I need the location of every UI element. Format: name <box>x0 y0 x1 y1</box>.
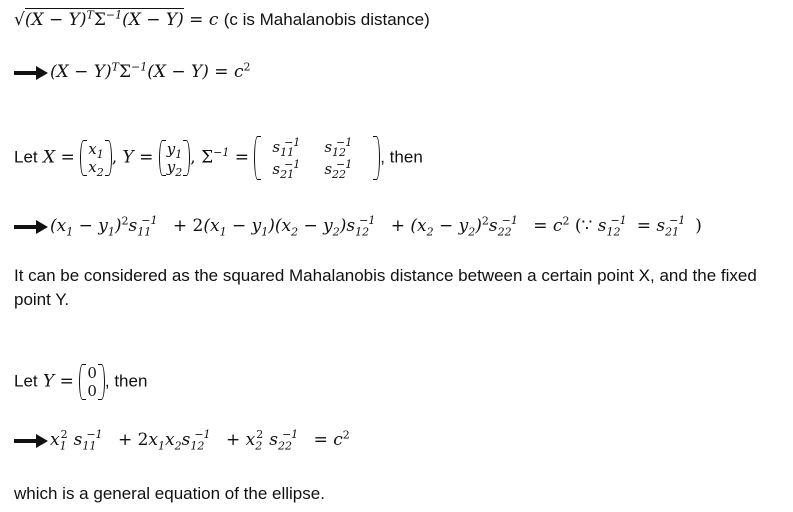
right-arrow-icon <box>14 219 48 235</box>
then-label-2: , then <box>104 371 148 391</box>
inverse-covariance-matrix: $s_{11}^{-1}$ $s_{12}^{-1}$ $s_{21}^{-1}$ $s_{22}^{-1}$ <box>254 136 380 180</box>
then-label-1: , then <box>380 147 423 167</box>
definition-line: Let X = $x_1$ $x_2$ , Y = $y_1$ $y_2$ , $\Sigma^{-1}$ = $s_{11}^{-1}$ $s_{12}^{-1}$ $s_{21}^{-1}$ $s_{22}^{-1}$ , then <box>14 136 423 181</box>
equation-1: $√(X - Y)^T\Sigma^{-1}(X - Y) = c$ (c is Mahalanobis distance) <box>14 8 430 30</box>
explanation-paragraph: It can be considered as the squared Mahalanobis distance between a certain point X, and the fixed point Y. <box>14 266 757 309</box>
conclusion-text: which is a general equation of the ellipse. <box>14 484 325 503</box>
vector-y: $y_1$ $y_2$ <box>159 140 190 176</box>
origin-definition: Let Y = 0 0 , then <box>14 364 148 400</box>
vector-x: $x_1$ $x_2$ <box>80 140 111 176</box>
let-label-2: Let <box>14 371 38 391</box>
equation-2: $(X - Y)^T\Sigma^{-1}(X - Y) = c^2$ <box>14 62 250 82</box>
ellipse-equation: $x_1^2$ $s_{11}^{-1} + 2x_1x_2s_{12}^{-1} + x_2^2$ $s_{22}^{-1} = c^2$ <box>14 430 350 450</box>
equation-1-note: (c is Mahalanobis distance) <box>223 10 430 29</box>
right-arrow-icon <box>14 433 48 449</box>
let-label-1: Let <box>14 147 38 167</box>
right-arrow-icon <box>14 65 48 81</box>
equation-3: $(x_1 - y_1)^2s_{11}^{-1} + 2(x_1 - y_1)(x_2 - y_2)s_{12}^{-1} + (x_2 - y_2)^2s_{22}^{-1} = c^2$ (∵ $s_{12}^{-1} = s_{21}^{-1}$ ) <box>14 216 702 236</box>
zero-vector: 0 0 <box>79 364 105 400</box>
